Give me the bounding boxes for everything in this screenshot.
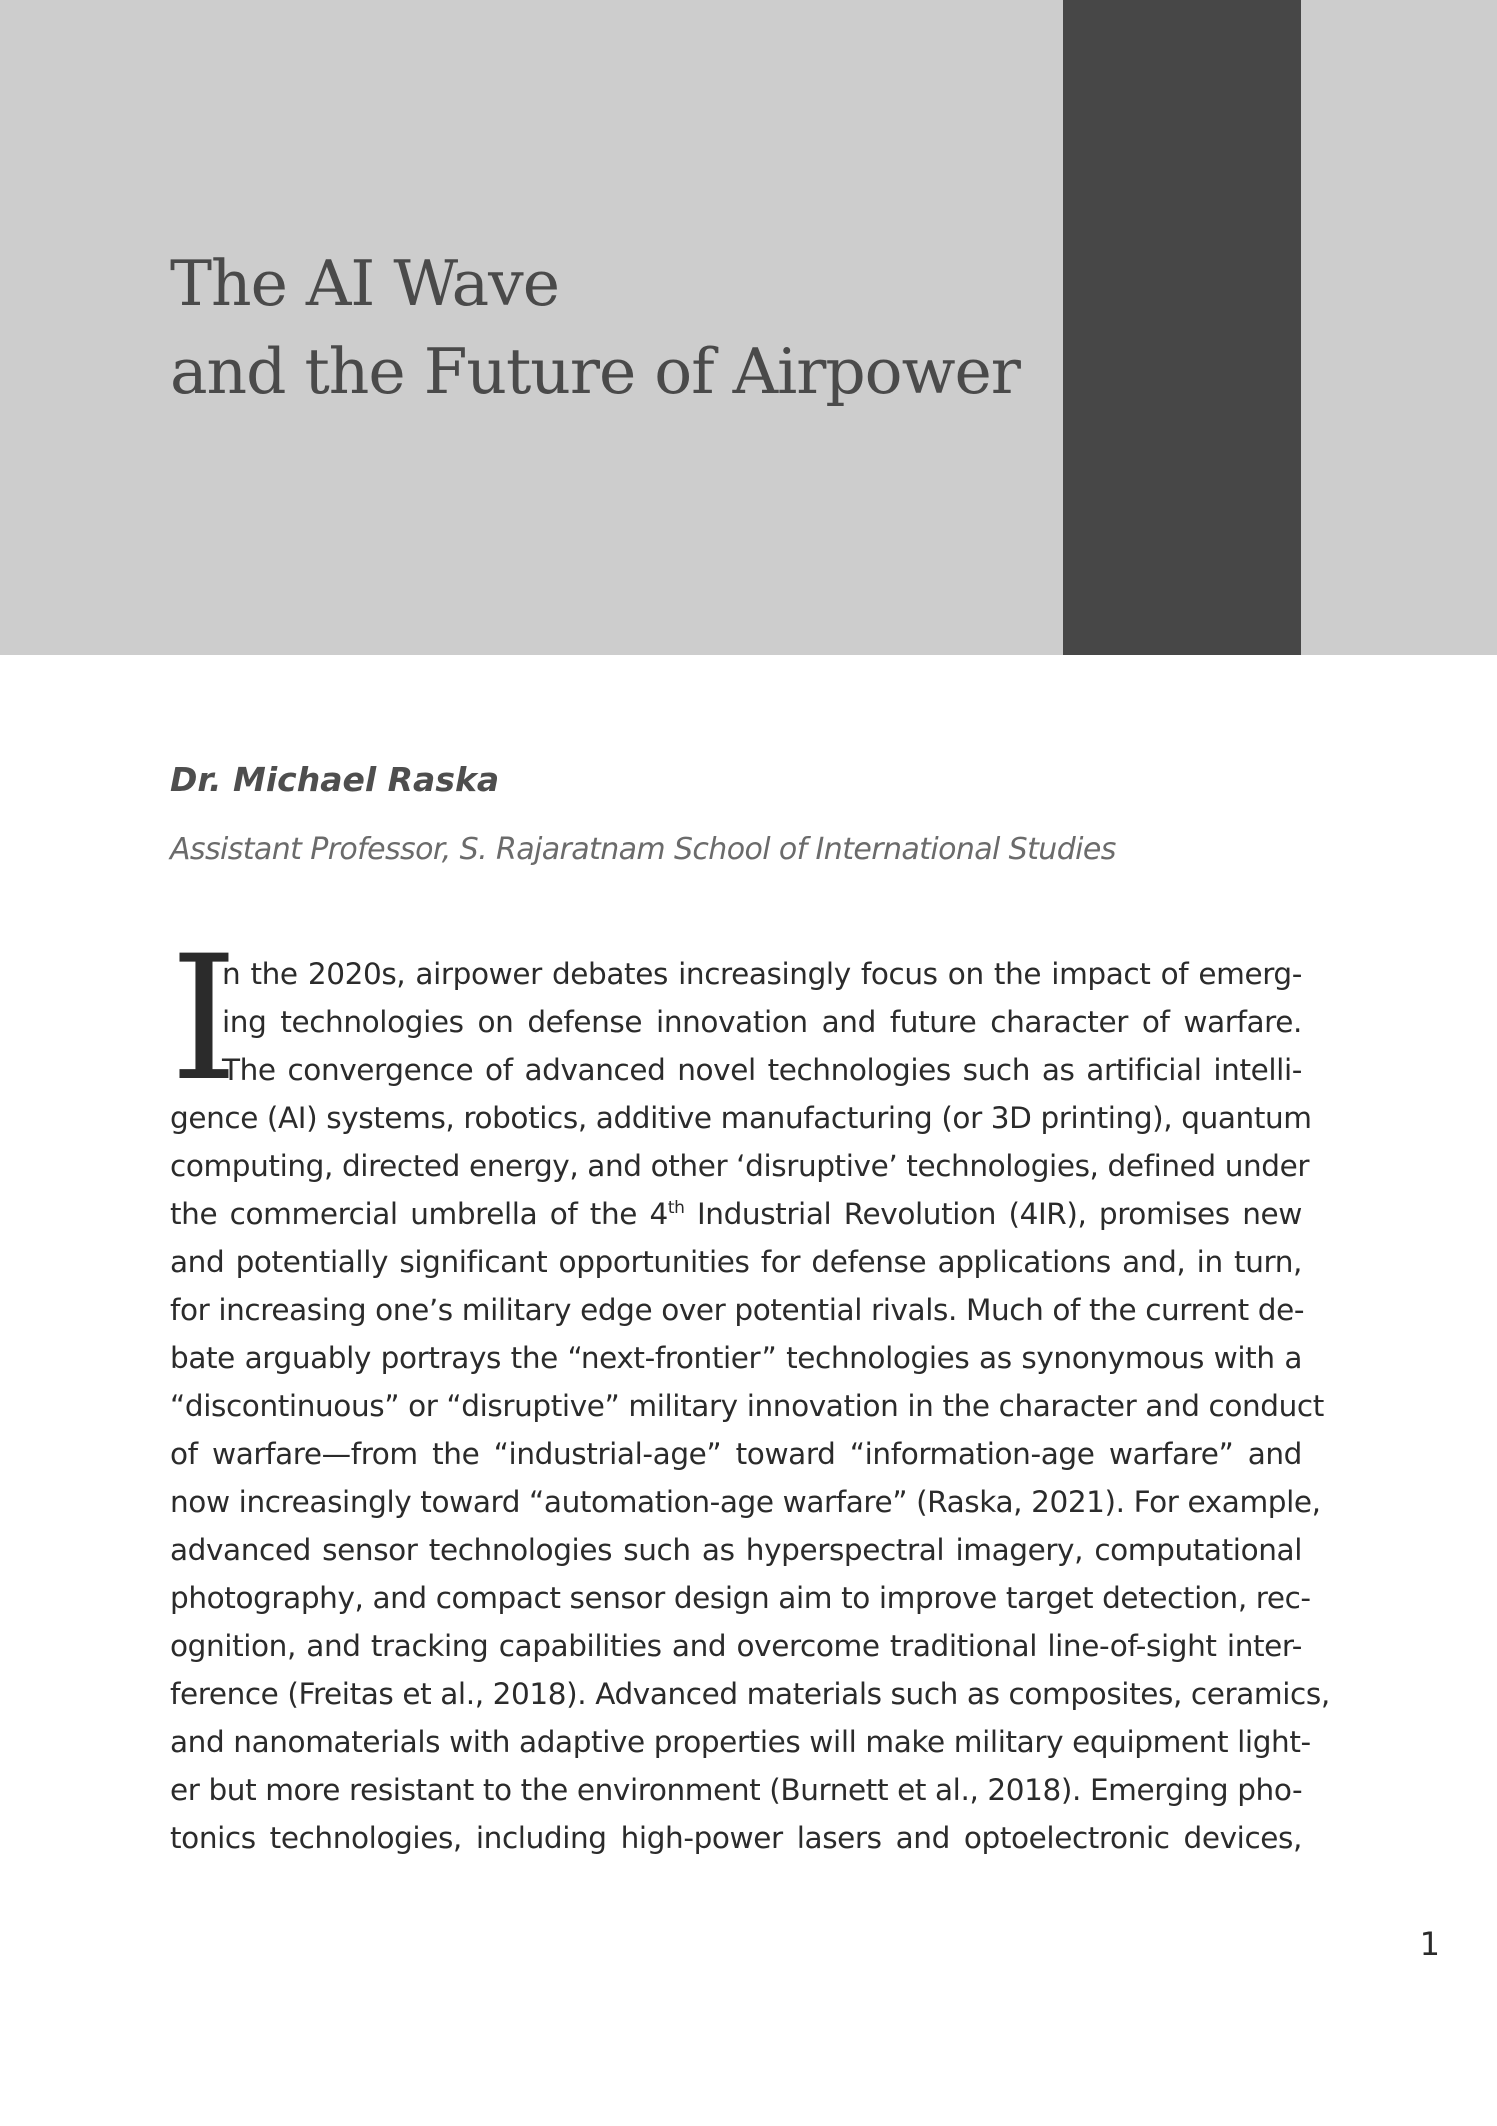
body-line: and potentially significant opportunities for defense applications and, in turn, (170, 1245, 1302, 1279)
body-line-prefix: the commercial umbrella of the 4 (170, 1197, 668, 1231)
body-line: tonics technologies, including high-power lasers and optoelectronic devices, (170, 1821, 1302, 1855)
body-line-suffix: Industrial Revolution (4IR), promises new (696, 1197, 1303, 1231)
superscript: th (667, 1198, 685, 1219)
body-line: n the 2020s, airpower debates increasingly focus on the impact of emerg- (222, 957, 1302, 991)
body-paragraph (170, 918, 1330, 1862)
body-line: advanced sensor technologies such as hyperspectral imagery, computational (170, 1533, 1302, 1567)
chapter-title (170, 240, 1020, 416)
page-number: 1 (1419, 1925, 1440, 1963)
author-affiliation: Assistant Professor, S. Rajaratnam School of International Studies (170, 832, 1116, 867)
body-line: er but more resistant to the environment (Burnett et al., 2018). Emerging pho- (170, 1773, 1303, 1807)
body-line: photography, and compact sensor design aim to improve target detection, rec- (170, 1581, 1311, 1615)
body-line-with-superscript (170, 1190, 1302, 1238)
author-name: Dr. Michael Raska (170, 760, 500, 799)
body-line: now increasingly toward “automation-age warfare” (Raska, 2021). For example, (170, 1485, 1321, 1519)
body-line: of warfare—from the “industrial-age” toward “information-age warfare” and (170, 1437, 1302, 1471)
body-line: gence (AI) systems, robotics, additive manufacturing (or 3D printing), quantum (170, 1101, 1312, 1135)
decorative-dark-bar (1063, 0, 1301, 655)
body-line: bate arguably portrays the “next-frontier” technologies as synonymous with a (170, 1341, 1302, 1375)
drop-cap: I (170, 918, 238, 1119)
body-line: “discontinuous” or “disruptive” military innovation in the character and conduct (170, 1389, 1324, 1423)
body-line: and nanomaterials with adaptive properties will make military equipment light- (170, 1725, 1311, 1759)
chapter-title-line-2: and the Future of Airpower (170, 335, 1020, 408)
body-line: ference (Freitas et al., 2018). Advanced materials such as composites, ceramics, (170, 1677, 1330, 1711)
body-line: ing technologies on defense innovation and future character of warfare. (222, 1005, 1302, 1039)
chapter-title-line-1: The AI Wave (170, 247, 560, 320)
body-line: ognition, and tracking capabilities and overcome traditional line-of-sight inter- (170, 1629, 1302, 1663)
body-line: for increasing one’s military edge over potential rivals. Much of the current de- (170, 1293, 1305, 1327)
body-line: computing, directed energy, and other ‘disruptive’ technologies, defined under (170, 1149, 1310, 1183)
body-line: The convergence of advanced novel technologies such as artificial intelli- (222, 1053, 1302, 1087)
